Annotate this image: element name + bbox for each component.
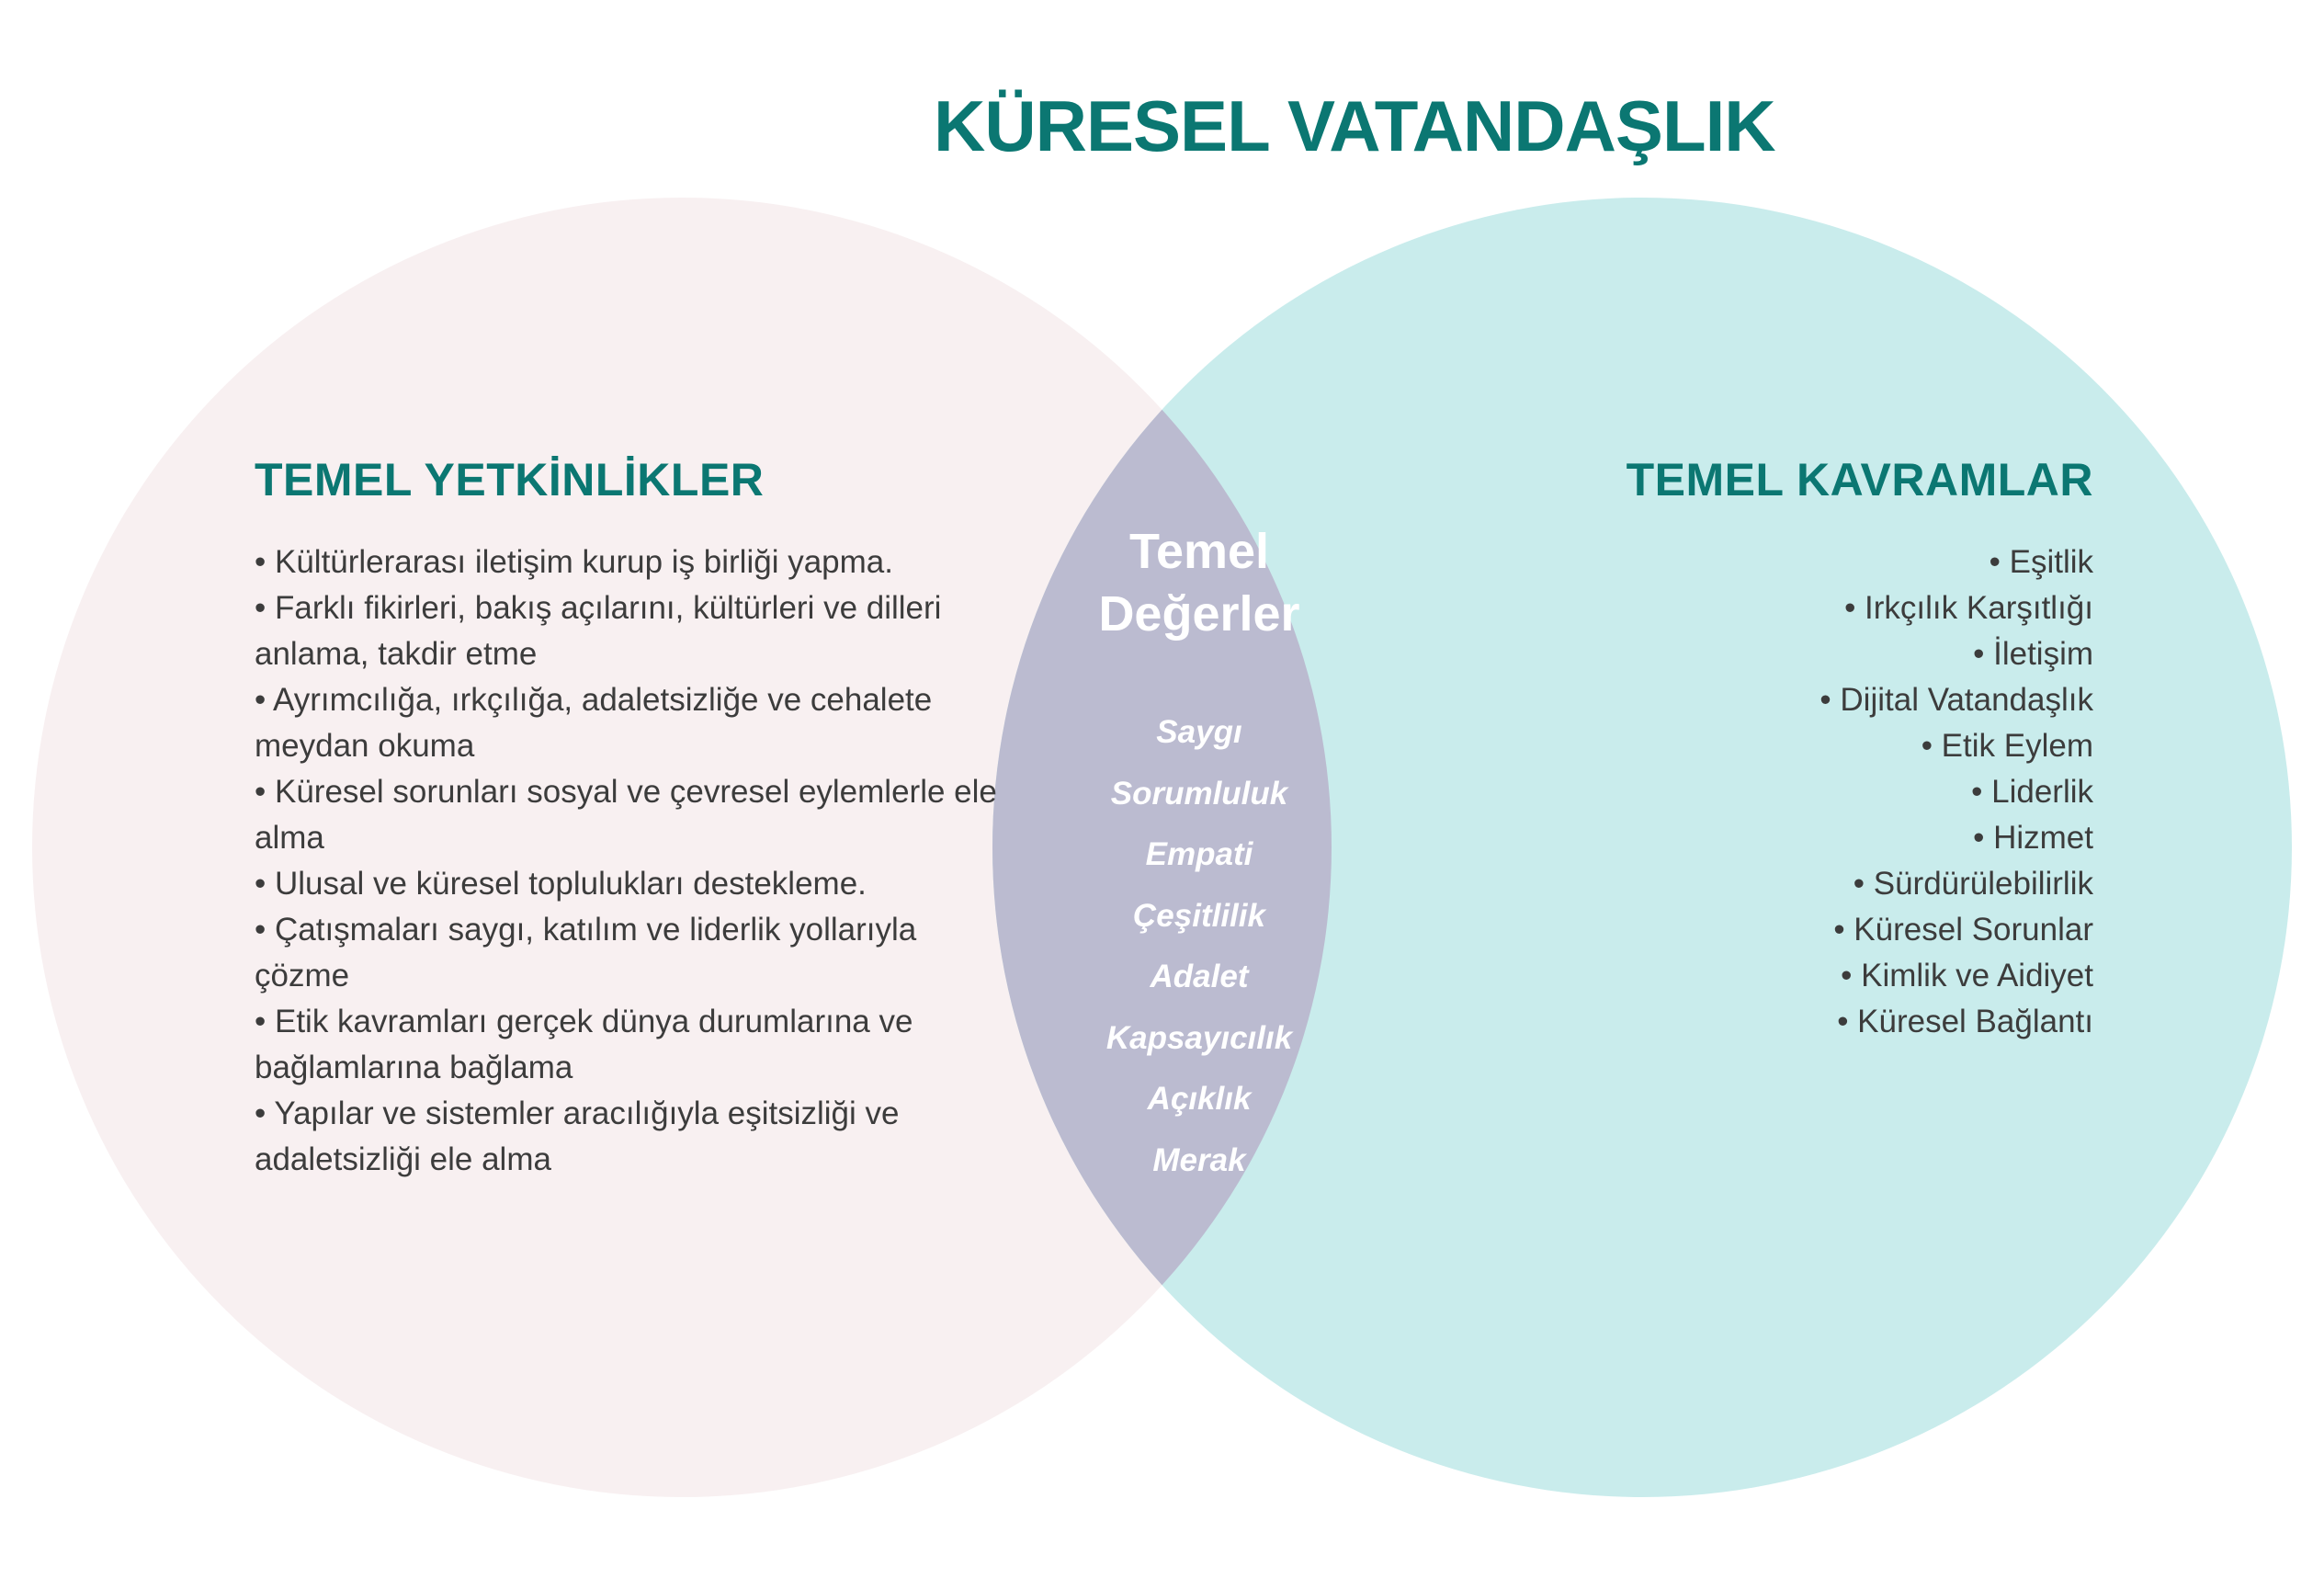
value-item: Çeşitlilik: [1133, 897, 1265, 934]
list-item: • Ayrımcılığa, ırkçılığa, adaletsizliğe ve cehalete meydan okuma: [255, 682, 933, 764]
core-values-heading-line-1: Temel: [1128, 524, 1270, 579]
core-competencies-heading: TEMEL YETKİNLİKLER: [255, 454, 765, 505]
core-competencies-section: [255, 453, 1008, 1183]
value-item: Sorumluluk: [1110, 775, 1288, 812]
value-item: Açıklık: [1147, 1081, 1252, 1117]
list-item: • Eşitlik: [1989, 544, 2093, 580]
value-item: Saygı: [1156, 714, 1242, 750]
list-item: • Liderlik: [1971, 774, 2093, 810]
list-item: • Farklı fikirleri, bakış açılarını, kültürleri ve dilleri anlama, takdir etme: [255, 590, 942, 672]
list-item: • Sürdürülebilirlik: [1853, 866, 2093, 902]
list-item: • Küresel Bağlantı: [1837, 1004, 2093, 1039]
core-concepts-list: [1358, 539, 2093, 1045]
list-item: • Etik kavramları gerçek dünya durumlarına ve bağlamlarına bağlama: [255, 1004, 913, 1085]
list-item: • Hizmet: [1973, 820, 2093, 856]
list-item: • Ulusal ve küresel toplulukları destekleme.: [255, 866, 867, 902]
value-item: Empati: [1145, 836, 1253, 872]
core-concepts-section: [1358, 453, 2093, 1045]
list-item: • Kültürlerarası iletişim kurup iş birliği yapma.: [255, 544, 893, 580]
core-concepts-heading: TEMEL KAVRAMLAR: [1626, 454, 2093, 505]
list-item: • Çatışmaları saygı, katılım ve liderlik yollarıyla çözme: [255, 912, 917, 993]
list-item: • Irkçılık Karşıtlığı: [1844, 590, 2093, 626]
value-item: Merak: [1152, 1141, 1246, 1178]
list-item: • İletişim: [1973, 636, 2093, 672]
core-values-heading: [1015, 520, 1383, 645]
list-item: • Dijital Vatandaşlık: [1820, 682, 2093, 718]
core-values-section: [1015, 520, 1383, 1191]
value-item: Adalet: [1150, 959, 1249, 994]
core-values-heading-line-2: Değerler: [1098, 586, 1300, 641]
diagram-title: KÜRESEL VATANDAŞLIK: [934, 85, 1775, 166]
list-item: • Yapılar ve sistemler aracılığıyla eşitsizliği ve adaletsizliği ele alma: [255, 1096, 900, 1177]
list-item: • Küresel sorunları sosyal ve çevresel eylemlerle ele alma: [255, 774, 997, 856]
core-competencies-list: [255, 539, 1008, 1183]
core-values-list: [1015, 702, 1383, 1191]
list-item: • Küresel Sorunlar: [1833, 912, 2093, 948]
list-item: • Etik Eylem: [1921, 728, 2093, 764]
list-item: • Kimlik ve Aidiyet: [1841, 958, 2093, 993]
value-item: Kapsayıcılık: [1105, 1019, 1293, 1056]
